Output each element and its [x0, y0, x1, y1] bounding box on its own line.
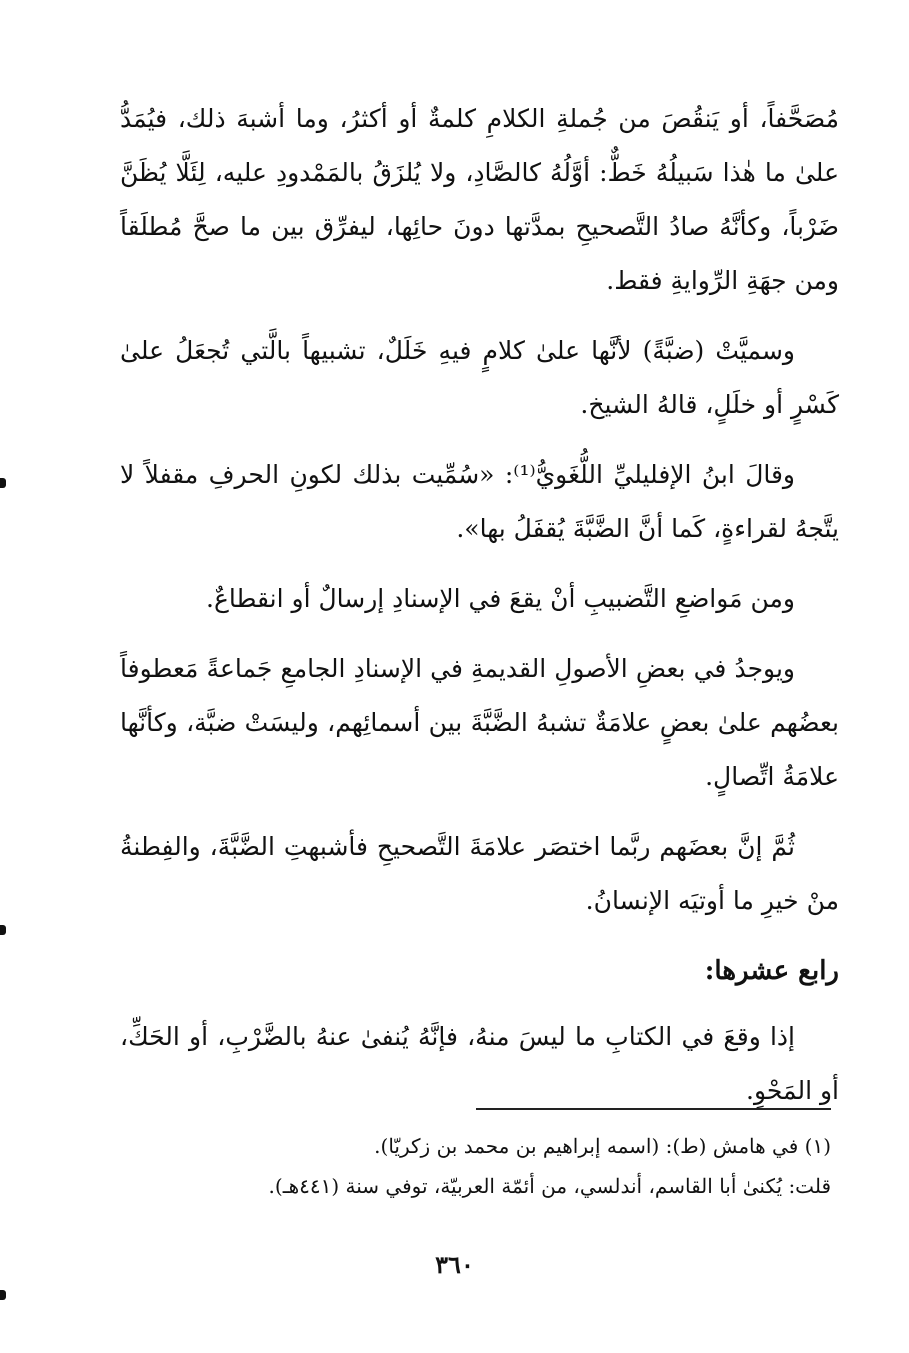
footnote-1-continuation: قلت: يُكنىٰ أبا القاسم، أندلسي، من أئمّة العربيّة، توفي سنة (٤٤١هـ).: [268, 1174, 831, 1198]
section-paragraph: إذا وقعَ في الكتابِ ما ليسَ منهُ، فإنَّهُ يُنفىٰ عنهُ بالضَّرْبِ، أو الحَكِّ، أو المَحْوِ.: [120, 1022, 839, 1105]
footnote-divider: [476, 1108, 831, 1110]
paragraph-1: مُصَحَّفاً، أو يَنقُصَ من جُملةِ الكلامِ كلمةٌ أو أكثرُ، وما أشبهَ ذلك، فيُمَدُّ علىٰ ما هٰذا سَبيلُهُ خَطٌّ: أوَّلُهُ كالصَّادِ، ولا يُلزَقُ بالمَمْدودِ عليه، لِئَلَّا يُظَنَّ ضَرْباً، وكأنَّهُ صادُ التَّصحيحِ بمدَّتها دونَ حائِها، ليفرِّق بين ما صحَّ مُطلَقاً ومن جهَةِ الرِّوايةِ فقط.: [120, 104, 839, 295]
page-number: ٣٦٠: [435, 1250, 474, 1279]
scan-edge-mark: [0, 478, 6, 488]
paragraph-3: وقالَ ابنُ الإفليليِّ اللُّغَويُّ⁽¹⁾: «سُمِّيت بذلك لكونِ الحرفِ مقفلاً لا يتَّجهُ لقراءةٍ، كَما أنَّ الضَّبَّةَ يُقفَلُ بها».: [120, 460, 839, 543]
paragraph-6: ثُمَّ إنَّ بعضَهم ربَّما اختصَر علامَةَ التَّصحيحِ فأشبهتِ الضَّبَّةَ، والفِطنةُ منْ خيرِ ما أوتيَه الإنسانُ.: [120, 832, 839, 915]
section-heading: رابع عشرها:: [704, 956, 839, 986]
footnotes: [120, 1126, 831, 1206]
paragraph-2: وسميَّتْ (ضبَّةً) لأنَّها علىٰ كلامٍ فيهِ خَلَلٌ، تشبيهاً بالَّتي تُجعَلُ علىٰ كَسْرٍ أو خلَلٍ، قالهُ الشيخ.: [120, 336, 839, 419]
footnote-1: (١) في هامش (ط): (اسمه إبراهيم بن محمد بن زكريّا).: [374, 1134, 831, 1158]
scan-edge-mark: [0, 1290, 6, 1300]
paragraph-5: ويوجدُ في بعضِ الأصولِ القديمةِ في الإسنادِ الجامعِ جَماعةً مَعطوفاً بعضُهم علىٰ بعضٍ علامَةٌ تشبهُ الضَّبَّةَ بين أسمائِهم، وليسَتْ ضبَّة، وكأنَّها علامَةُ اتِّصالٍ.: [120, 654, 839, 791]
scan-edge-mark: [0, 925, 6, 935]
paragraph-4: ومن مَواضعِ التَّضبيبِ أنْ يقعَ في الإسنادِ إرسالٌ أو انقطاعٌ.: [206, 584, 795, 613]
main-text: [120, 92, 839, 1134]
